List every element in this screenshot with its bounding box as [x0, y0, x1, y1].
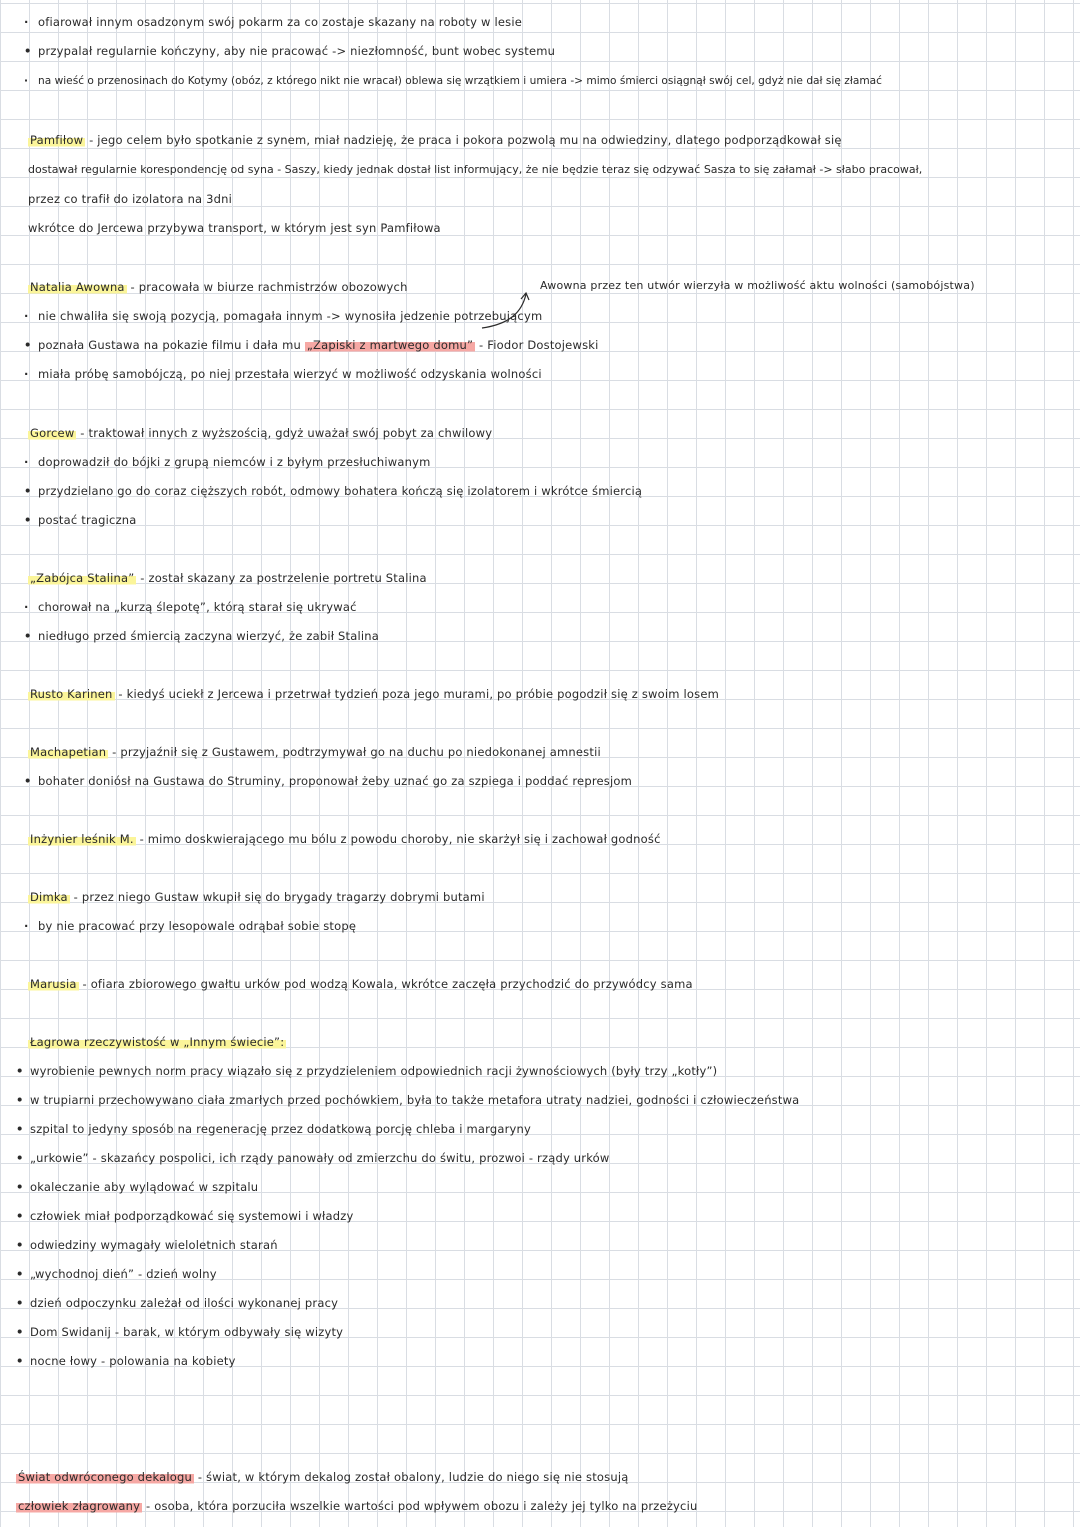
- marusia-line-1: [28, 976, 693, 992]
- lagrowa-item: [16, 1237, 278, 1253]
- dimka-line-2: [24, 918, 356, 934]
- pamfilow-name: Pamfiłow: [30, 133, 84, 147]
- bullet: ·: [24, 75, 29, 87]
- lagrowa-item: [16, 1353, 236, 1369]
- lagrowa-item-text: dzień odpoczynku zależał od ilości wykonanej pracy: [30, 1296, 339, 1310]
- pamfilow-line-2: [28, 162, 922, 178]
- bullet: •: [16, 1209, 24, 1223]
- lagrowa-item-text: Dom Swidanij - barak, w którym odbywały się wizyty: [30, 1325, 344, 1339]
- bullet: •: [24, 774, 32, 788]
- natalia-line-1: [28, 279, 408, 295]
- natalia-text-4: miała próbę samobójczą, po niej przestała wierzyć w możliwość odzyskania wolności: [38, 367, 542, 381]
- lagrowa-item: [16, 1063, 717, 1079]
- dimka-line-1: [28, 889, 485, 905]
- lagrowa-item: [16, 1208, 354, 1224]
- natalia-text-3b: - Fiodor Dostojewski: [479, 338, 599, 352]
- bullet: ·: [24, 600, 29, 614]
- pamfilow-line-4: [28, 220, 441, 236]
- zabojca-text-1: - został skazany za postrzelenie portretu Stalina: [140, 571, 427, 585]
- definition-text: - świat, w którym dekalog został obalony, ludzie do niego się nie stosują: [197, 1470, 629, 1484]
- definition-term: człowiek złagrowany: [18, 1499, 141, 1513]
- lagrowa-item-text: wyrobienie pewnych norm pracy wiązało się z przydzieleniem odpowiednich racji żywnościowych (były trzy „kotły”): [30, 1064, 718, 1078]
- gorcew-line-4: [24, 512, 137, 528]
- lagrowa-item: [16, 1324, 343, 1340]
- bullet: ·: [24, 367, 29, 381]
- dimka-name: Dimka: [30, 890, 68, 904]
- definition-swiat: [16, 1469, 628, 1485]
- bullet: •: [24, 338, 32, 352]
- natalia-text-2: nie chwaliła się swoją pozycją, pomagała innym -> wynosiła jedzenie potrzebującym: [38, 309, 543, 323]
- lagrowa-item: [16, 1150, 610, 1166]
- marusia-name: Marusia: [30, 977, 77, 991]
- bullet: •: [24, 44, 32, 58]
- definition-term: Świat odwróconego dekalogu: [18, 1470, 192, 1484]
- inzynier-text-1: - mimo doskwierającego mu bólu z powodu choroby, nie skarżył się i zachował godność: [139, 832, 661, 846]
- lagrowa-item: [16, 1179, 258, 1195]
- pamfilow-text-2: dostawał regularnie korespondencję od syna - Saszy, kiedy jednak dostał list informujący, że nie będzie teraz się odzywać Sasza to się załamał -> słabo pracował,: [28, 163, 923, 176]
- machapetian-name: Machapetian: [30, 745, 107, 759]
- pamfilow-text-4: wkrótce do Jercewa przybywa transport, w którym jest syn Pamfiłowa: [28, 221, 441, 235]
- lagrowa-item-text: „urkowie” - skazańcy pospolici, ich rządy panowały od zmierzchu do świtu, prozwoi - rządy urków: [30, 1151, 610, 1165]
- bullet: •: [24, 513, 32, 527]
- gorcew-text-1: - traktował innych z wyższością, gdyż uważał swój pobyt za chwilowy: [80, 426, 493, 440]
- natalia-line-3: [24, 337, 599, 353]
- intro-text-2: przypalał regularnie kończyny, aby nie pracować -> niezłomność, bunt wobec systemu: [38, 44, 556, 58]
- machapetian-text-1: - przyjaźnił się z Gustawem, podtrzymywał go na duchu po niedokonanej amnestii: [112, 745, 601, 759]
- natalia-text-1: - pracowała w biurze rachmistrzów obozowych: [130, 280, 408, 294]
- bullet: •: [24, 629, 32, 643]
- bullet: •: [16, 1122, 24, 1136]
- intro-text-3: na wieść o przenosinach do Kotymy (obóz, z którego nikt nie wracał) oblewa się wrzątkiem i umiera -> mimo śmierci osiągnął swój cel, gdyż nie dał się złamać: [38, 75, 882, 87]
- intro-text-1: ofiarował innym osadzonym swój pokarm za co zostaje skazany na roboty w lesie: [38, 15, 522, 29]
- bullet: ·: [24, 455, 29, 469]
- gorcew-text-3: przydzielano go do coraz cięższych robót, odmowy bohatera kończą się izolatorem i wkrótce śmiercią: [38, 484, 643, 498]
- lagrowa-item: [16, 1295, 338, 1311]
- machapetian-line-1: [28, 744, 601, 760]
- marusia-text-1: - ofiara zbiorowego gwałtu urków pod wodzą Kowala, wkrótce zaczęła przychodzić do przywódcy sama: [82, 977, 693, 991]
- dimka-text-1: - przez niego Gustaw wkupił się do brygady tragarzy dobrymi butami: [73, 890, 485, 904]
- intro-line-3: [24, 73, 882, 89]
- bullet: •: [16, 1180, 24, 1194]
- bullet: •: [16, 1354, 24, 1368]
- bullet: •: [16, 1296, 24, 1310]
- gorcew-name: Gorcew: [30, 426, 75, 440]
- lagrowa-item-text: odwiedziny wymagały wieloletnich starań: [30, 1238, 278, 1252]
- lagrowa-item-text: „wychodnoj dień” - dzień wolny: [30, 1267, 217, 1281]
- book-title: „Zapiski z martwego domu”: [306, 338, 474, 352]
- gorcew-line-3: [24, 483, 642, 499]
- machapetian-text-2: bohater doniósł na Gustawa do Struminy, proponował żeby uznać go za szpiega i poddać represjom: [38, 774, 633, 788]
- natalia-line-4: [24, 366, 542, 382]
- bullet: •: [16, 1151, 24, 1165]
- natalia-line-2: [24, 308, 542, 324]
- lagrowa-item: [16, 1121, 531, 1137]
- zabojca-name: „Zabójca Stalina”: [30, 571, 135, 585]
- lagrowa-item: [16, 1092, 799, 1108]
- zabojca-text-3: niedługo przed śmiercią zaczyna wierzyć, że zabił Stalina: [38, 629, 380, 643]
- gorcew-line-1: [28, 425, 492, 441]
- rusto-text-1: - kiedyś uciekł z Jercewa i przetrwał tydzień poza jego murami, po próbie pogodził się z swoim losem: [118, 687, 720, 701]
- machapetian-line-2: [24, 773, 632, 789]
- gorcew-line-2: [24, 454, 431, 470]
- definition-czlowiek: [16, 1498, 697, 1514]
- lagrowa-item-text: szpital to jedyny sposób na regenerację przez dodatkową porcję chleba i margaryny: [30, 1122, 532, 1136]
- rusto-line-1: [28, 686, 719, 702]
- bullet: •: [16, 1093, 24, 1107]
- lagrowa-title-text: Łagrowa rzeczywistość w „Innym świecie”:: [30, 1035, 285, 1049]
- lagrowa-item-text: okaleczanie aby wylądować w szpitalu: [30, 1180, 259, 1194]
- natalia-side-note: Awowna przez ten utwór wierzyła w możliwość aktu wolności (samobójstwa): [540, 279, 975, 292]
- pamfilow-text-3: przez co trafił do izolatora na 3dni: [28, 192, 233, 206]
- intro-line-1: [24, 14, 522, 30]
- bullet: ·: [24, 15, 29, 29]
- bullet: ·: [24, 919, 29, 933]
- pamfilow-line-1: [28, 132, 842, 148]
- inzynier-line-1: [28, 831, 661, 847]
- lagrowa-item: [16, 1266, 217, 1282]
- bullet: •: [24, 484, 32, 498]
- bullet: ·: [24, 309, 29, 323]
- lagrowa-item-text: nocne łowy - polowania na kobiety: [30, 1354, 236, 1368]
- bullet: •: [16, 1325, 24, 1339]
- natalia-name: Natalia Awowna: [30, 280, 125, 294]
- rusto-name: Rusto Karinen: [30, 687, 113, 701]
- intro-line-2: [24, 43, 555, 59]
- inzynier-name: Inżynier leśnik M.: [30, 832, 134, 846]
- zabojca-text-2: chorował na „kurzą ślepotę”, którą starał się ukrywać: [38, 600, 357, 614]
- pamfilow-line-3: [28, 191, 232, 207]
- bullet: •: [16, 1238, 24, 1252]
- pamfilow-text-1: - jego celem było spotkanie z synem, miał nadzieję, że praca i pokora pozwolą mu na odwiedziny, dlatego podporządkował się: [89, 133, 842, 147]
- zabojca-line-3: [24, 628, 379, 644]
- gorcew-text-4: postać tragiczna: [38, 513, 137, 527]
- lagrowa-title: [28, 1034, 286, 1050]
- lagrowa-item-text: w trupiarni przechowywano ciała zmarłych przed pochówkiem, była to także metafora utraty nadziei, godności i człowieczeństwa: [30, 1093, 800, 1107]
- dimka-text-2: by nie pracować przy lesopowale odrąbał sobie stopę: [38, 919, 357, 933]
- bullet: •: [16, 1064, 24, 1078]
- zabojca-line-1: [28, 570, 427, 586]
- bullet: •: [16, 1267, 24, 1281]
- definition-text: - osoba, która porzuciła wszelkie wartości pod wpływem obozu i zależy jej tylko na przeżyciu: [146, 1499, 698, 1513]
- gorcew-text-2: doprowadził do bójki z grupą niemców i z byłym przesłuchiwanym: [38, 455, 431, 469]
- natalia-text-3a: poznała Gustawa na pokazie filmu i dała mu: [38, 338, 301, 352]
- lagrowa-item-text: człowiek miał podporządkować się systemowi i władzy: [30, 1209, 354, 1223]
- zabojca-line-2: [24, 599, 357, 615]
